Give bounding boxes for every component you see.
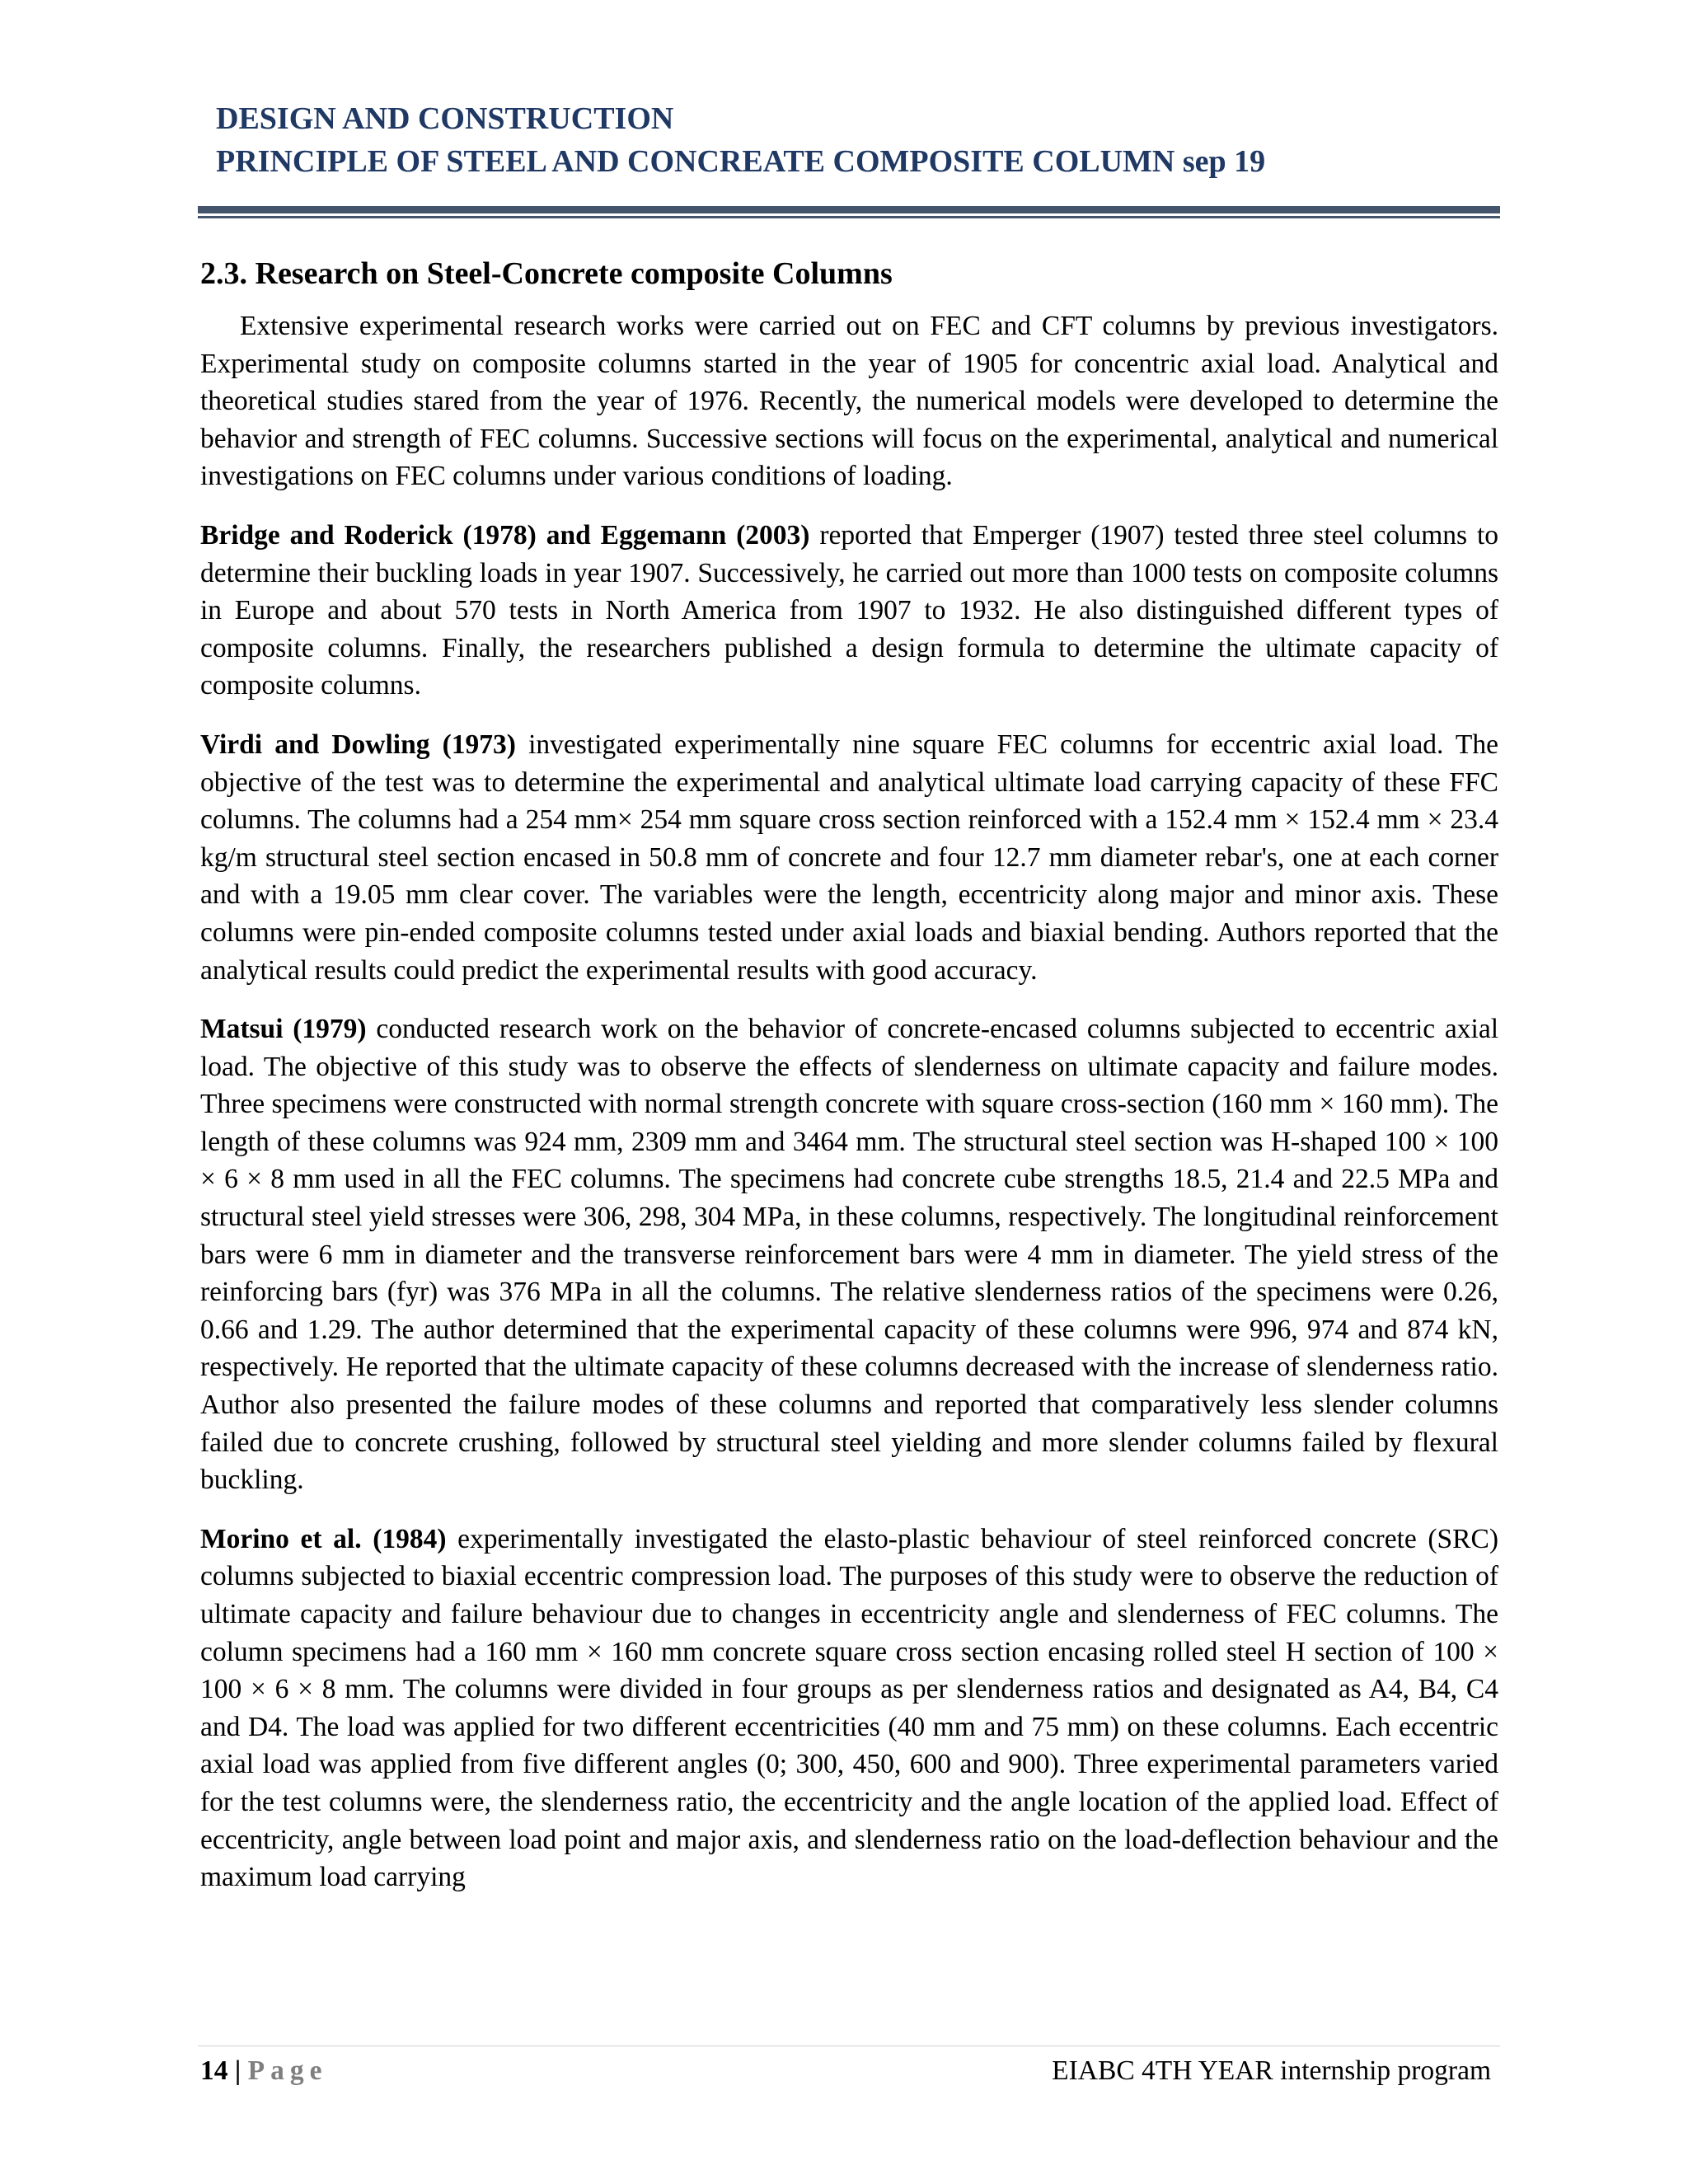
paragraph-text: investigated experimentally nine square FEC columns for eccentric axial load. The objective of the test was to determine the experimental and analytical ultimate load carrying capacity of these FFC columns. The columns had a 254 mm× 254 mm square cross section reinforced with a 152.4 mm × 152.4 mm × 23.4 kg/m structural steel section encased in 50.8 mm of concrete and four 12.7 mm diameter rebar's, one at each corner and with a 19.05 mm clear cover. The variables were the length, eccentricity along major and minor axis. These columns were pin-ended composite columns tested under axial loads and biaxial bending. Authors reported that the analytical results could predict the experimental results with good accuracy. (200, 729, 1498, 986)
page-number-block (200, 2050, 327, 2092)
page-footer (200, 2050, 1491, 2092)
paragraph-virdi-dowling (200, 726, 1498, 989)
paragraph-bridge-roderick (200, 517, 1498, 705)
footer-program: EIABC 4TH YEAR internship program (1052, 2055, 1491, 2086)
header-divider-thick (198, 206, 1500, 213)
paragraph-lead: Virdi and Dowling (1973) (200, 729, 516, 760)
paragraph-text: experimentally investigated the elasto-plastic behaviour of steel reinforced concrete (SRC) columns subjected to biaxial eccentric compression load. The purposes of this study were to observe the reduction of ultimate capacity and failure behaviour due to changes in eccentricity angle and slenderness of FEC columns. The column specimens had a 160 mm × 160 mm concrete square cross section encasing rolled steel H section of 100 × 100 × 6 × 8 mm. The columns were divided in four groups as per slenderness ratios and designated as A4, B4, C4 and D4. The load was applied for two different eccentricities (40 mm and 75 mm) on these columns. Each eccentric axial load was applied from five different angles (0; 300, 450, 600 and 900). Three experimental parameters varied for the test columns were, the slenderness ratio, the eccentricity and the angle location of the applied load. Effect of eccentricity, angle between load point and major axis, and slenderness ratio on the load-deflection behaviour and the maximum load carrying (200, 1523, 1498, 1893)
header-divider-thin (198, 216, 1500, 218)
header-line-2: PRINCIPLE OF STEEL AND CONCREATE COMPOSITE COLUMN sep 19 (216, 144, 1266, 179)
paragraph-text: Extensive experimental research works were carried out on FEC and CFT columns by previous investigators. Experimental study on composite columns started in the year of 1905 for concentric axial load. Analytical and theoretical studies stared from the year of 1976. Recently, the numerical models were developed to determine the behavior and strength of FEC columns. Successive sections will focus on the experimental, analytical and numerical investigations on FEC columns under various conditions of loading. (200, 311, 1498, 492)
header-line-1: DESIGN AND CONSTRUCTION (216, 101, 674, 136)
page-body (200, 249, 1498, 1918)
paragraph-text: conducted research work on the behavior of concrete-encased columns subjected to eccentric axial load. The objective of this study was to observe the effects of slenderness on ultimate capacity and failure modes. Three specimens were constructed with normal strength concrete with square cross-section (160 mm × 160 mm). The length of these columns was 924 mm, 2309 mm and 3464 mm. The structural steel section was H-shaped 100 × 100 × 6 × 8 mm used in all the FEC columns. The specimens had concrete cube strengths 18.5, 21.4 and 22.5 MPa and structural steel yield stresses were 306, 298, 304 MPa, in these columns, respectively. The longitudinal reinforcement bars were 6 mm in diameter and the transverse reinforcement bars were 4 mm in diameter. The yield stress of the reinforcing bars (fyr) was 376 MPa in all the columns. The relative slenderness ratios of the specimens were 0.26, 0.66 and 1.29. The author determined that the experimental capacity of these columns were 996, 974 and 874 kN, respectively. He reported that the ultimate capacity of these columns decreased with the increase of slenderness ratio. Author also presented the failure modes of these columns and reported that comparatively less slender columns failed due to concrete crushing, followed by structural steel yielding and more slender columns failed by flexural buckling. (200, 1014, 1499, 1496)
paragraph-lead: Matsui (1979) (200, 1014, 367, 1045)
page-separator: | (227, 2055, 248, 2086)
paragraph-text: reported that Emperger (1907) tested three steel columns to determine their buckling loads in year 1907. Successively, he carried out more than 1000 tests on composite columns in Europe and about 570 tests in North America from 1907 to 1932. He also distinguished different types of composite columns. Finally, the researchers published a design formula to determine the ultimate capacity of composite columns. (200, 519, 1498, 701)
paragraph-morino (200, 1521, 1498, 1896)
section-heading: 2.3. Research on Steel-Concrete composite Columns (200, 256, 893, 291)
page-number: 14 (200, 2055, 228, 2086)
paragraph-lead: Bridge and Roderick (1978) and Eggemann (2003) (200, 519, 810, 551)
paragraph-intro (200, 307, 1498, 495)
paragraph-matsui (200, 1010, 1498, 1499)
page-label: Page (247, 2055, 328, 2086)
paragraph-lead: Morino et al. (1984) (200, 1523, 447, 1554)
page-header (216, 97, 1502, 183)
